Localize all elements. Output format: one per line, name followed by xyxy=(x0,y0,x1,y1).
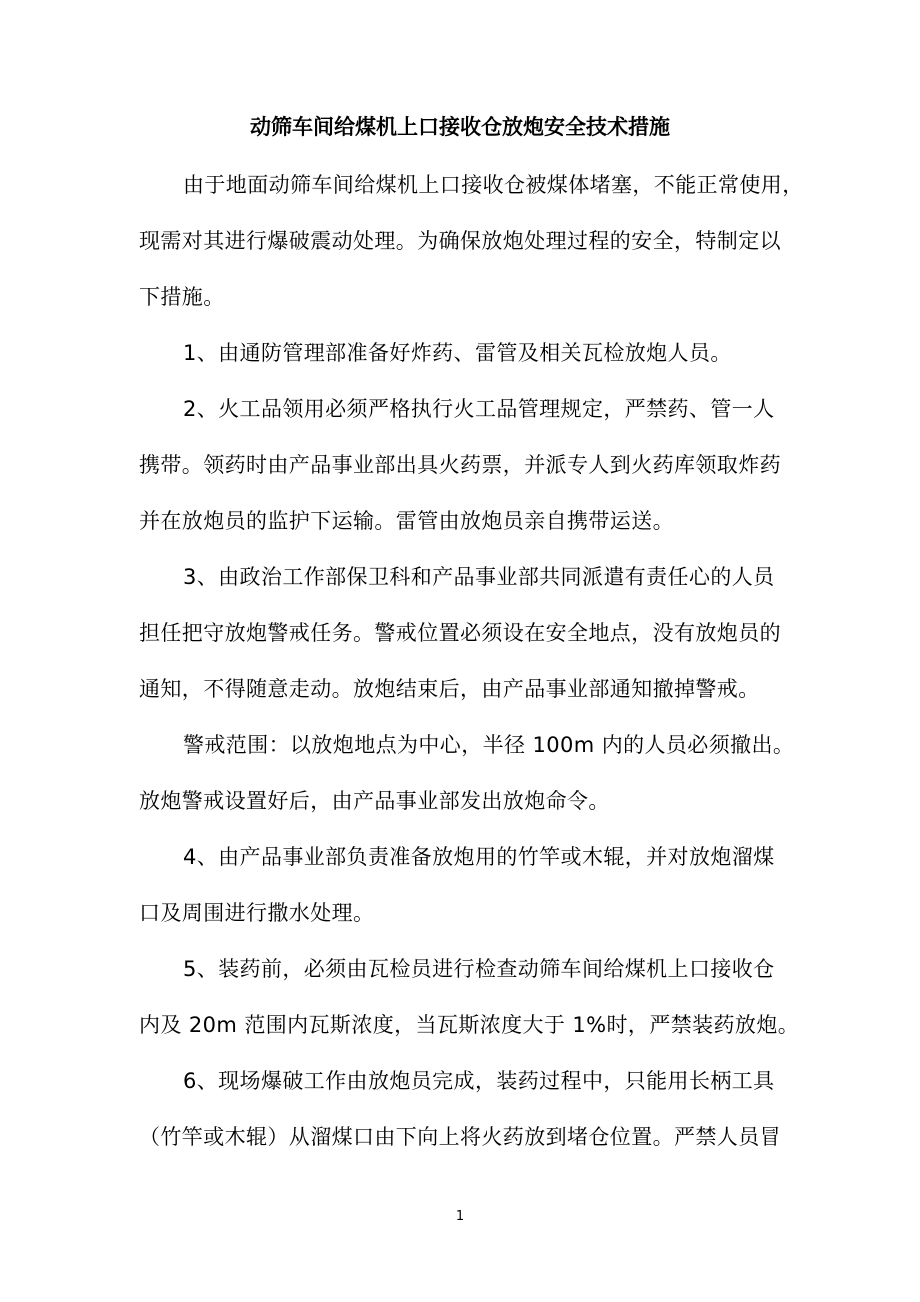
paragraph-line: 警戒范围：以放炮地点为中心，半径 100m 内的人员必须撤出。 xyxy=(183,733,795,757)
paragraph-line: 通知，不得随意走动。放炮结束后，由产品事业部通知撤掉警戒。 xyxy=(139,677,760,701)
paragraph-line: 并在放炮员的监护下运输。雷管由放炮员亲自携带运送。 xyxy=(139,509,674,533)
paragraph-line: 3、由政治工作部保卫科和产品事业部共同派遣有责任心的人员 xyxy=(183,565,775,589)
paragraph-line: （竹竿或木辊）从溜煤口由下向上将火药放到堵仓位置。严禁人员冒 xyxy=(139,1125,781,1149)
paragraph-line: 1、由通防管理部准备好炸药、雷管及相关瓦检放炮人员。 xyxy=(183,341,732,365)
paragraph-line: 下措施。 xyxy=(139,285,225,309)
paragraph-line: 内及 20m 范围内瓦斯浓度，当瓦斯浓度大于 1%时，严禁装药放炮。 xyxy=(139,1013,800,1037)
paragraph-line: 5、装药前，必须由瓦检员进行检查动筛车间给煤机上口接收仓 xyxy=(183,957,775,981)
paragraph-line: 6、现场爆破工作由放炮员完成，装药过程中，只能用长柄工具 xyxy=(183,1069,775,1093)
paragraph-line: 2、火工品领用必须严格执行火工品管理规定，严禁药、管一人 xyxy=(183,397,775,421)
paragraph-line: 现需对其进行爆破震动处理。为确保放炮处理过程的安全，特制定以 xyxy=(139,229,781,253)
paragraph-line: 携带。领药时由产品事业部出具火药票，并派专人到火药库领取炸药 xyxy=(139,453,781,477)
paragraph-line: 由于地面动筛车间给煤机上口接收仓被煤体堵塞，不能正常使用， xyxy=(183,173,804,197)
page-number: 1 xyxy=(455,1209,465,1224)
document-title: 动筛车间给煤机上口接收仓放炮安全技术措施 xyxy=(250,115,670,139)
paragraph-line: 4、由产品事业部负责准备放炮用的竹竿或木辊，并对放炮溜煤 xyxy=(183,845,775,869)
paragraph-line: 口及周围进行撒水处理。 xyxy=(139,901,375,925)
paragraph-line: 担任把守放炮警戒任务。警戒位置必须设在安全地点，没有放炮员的 xyxy=(139,621,781,645)
paragraph-line: 放炮警戒设置好后，由产品事业部发出放炮命令。 xyxy=(139,789,610,813)
